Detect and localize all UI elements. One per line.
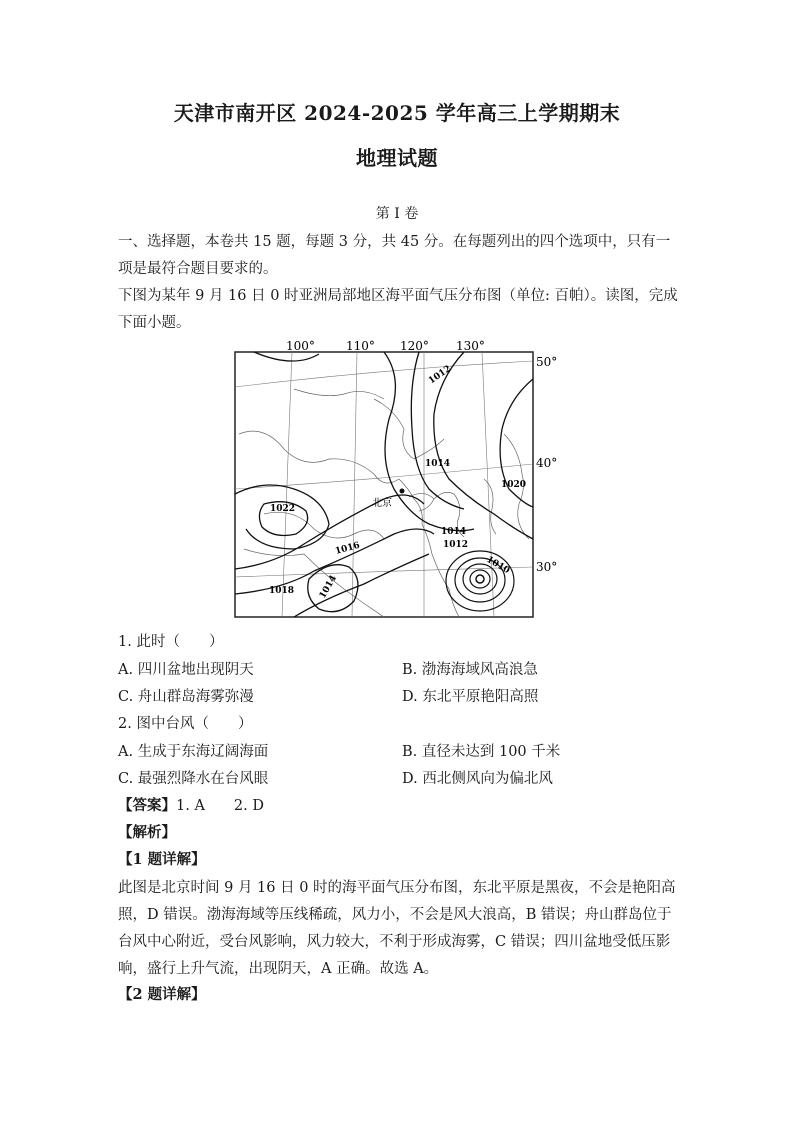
isobar-label: 1010 [484, 554, 512, 577]
typhoon-symbol [446, 551, 514, 611]
question-1-option-b: B. 渤海海域风高浪急 [402, 662, 538, 678]
question-2-option-a: A. 生成于东海辽阔海面 [118, 744, 269, 760]
lat-label: 50° [536, 355, 558, 369]
answer-label: 【答案】 [118, 797, 176, 814]
question-2-option-d: D. 西北侧风向为偏北风 [402, 771, 553, 787]
document-title: 天津市南开区 2024-2025 学年高三上学期期末 [173, 101, 621, 125]
isobar-label: 1012 [443, 540, 469, 550]
lon-label: 130° [456, 339, 485, 353]
lon-label: 110° [346, 339, 375, 353]
q1-analysis-text: 此图是北京时间 9 月 16 日 0 时的海平面气压分布图，东北平原是黑夜，不会是艳阳高照，D 错误。渤海海域等压线稀疏，风力小，不会是风大浪高，B 错误；舟山群岛位于台风中心附近，受台风影响，风力较大，不利于形成海雾，C 错误；四川盆地受低压影响，盛行上升气流，出现阴天，A 正确。故选 A。 [118, 880, 676, 977]
isobar-label: 1014 [441, 527, 467, 537]
answer-text: 1. A 2. D [176, 798, 264, 814]
isobar-label: 1014 [317, 573, 340, 601]
question-1-option-d: D. 东北平原艳阳高照 [402, 689, 539, 705]
graticule [235, 352, 533, 617]
isobar-label: 1018 [269, 586, 295, 596]
question-2-option-b: B. 直径未达到 100 千米 [402, 744, 561, 760]
question-1-option-c: C. 舟山群岛海雾弥漫 [118, 689, 254, 705]
question-2-option-c: C. 最强烈降水在台风眼 [118, 771, 269, 787]
isobar-label: 1014 [425, 459, 451, 469]
beijing-marker [400, 489, 405, 494]
lat-label: 30° [536, 560, 558, 574]
question-2-stem: 2. 图中台风（ ） [118, 716, 253, 732]
city-label: 北京 [372, 498, 392, 509]
isobar-label: 1016 [334, 540, 361, 557]
analysis-label: 【解析】 [118, 824, 176, 841]
pressure-map [234, 339, 564, 624]
lon-label: 100° [286, 339, 315, 353]
document-subtitle: 地理试题 [356, 146, 438, 170]
section-label: 第 I 卷 [375, 206, 419, 222]
question-1-option-a: A. 四川盆地出现阴天 [118, 662, 254, 678]
isobar-label: 1012 [426, 363, 454, 387]
q2-analysis-label: 【2 题详解】 [118, 986, 206, 1003]
answer-line [118, 794, 264, 815]
isobar-label: 1022 [270, 504, 296, 514]
isobar-label: 1020 [501, 480, 527, 490]
question-1-stem: 1. 此时（ ） [118, 634, 224, 650]
question-intro: 下图为某年 9 月 16 日 0 时亚洲局部地区海平面气压分布图（单位: 百帕）。读图，完成下面小题。 [118, 288, 678, 331]
lat-label: 40° [536, 456, 558, 470]
section-instructions: 一、选择题，本卷共 15 题，每题 3 分，共 45 分。在每题列出的四个选项中，只有一项是最符合题目要求的。 [118, 234, 671, 277]
lon-label: 120° [400, 339, 429, 353]
q1-analysis-label: 【1 题详解】 [118, 851, 206, 868]
